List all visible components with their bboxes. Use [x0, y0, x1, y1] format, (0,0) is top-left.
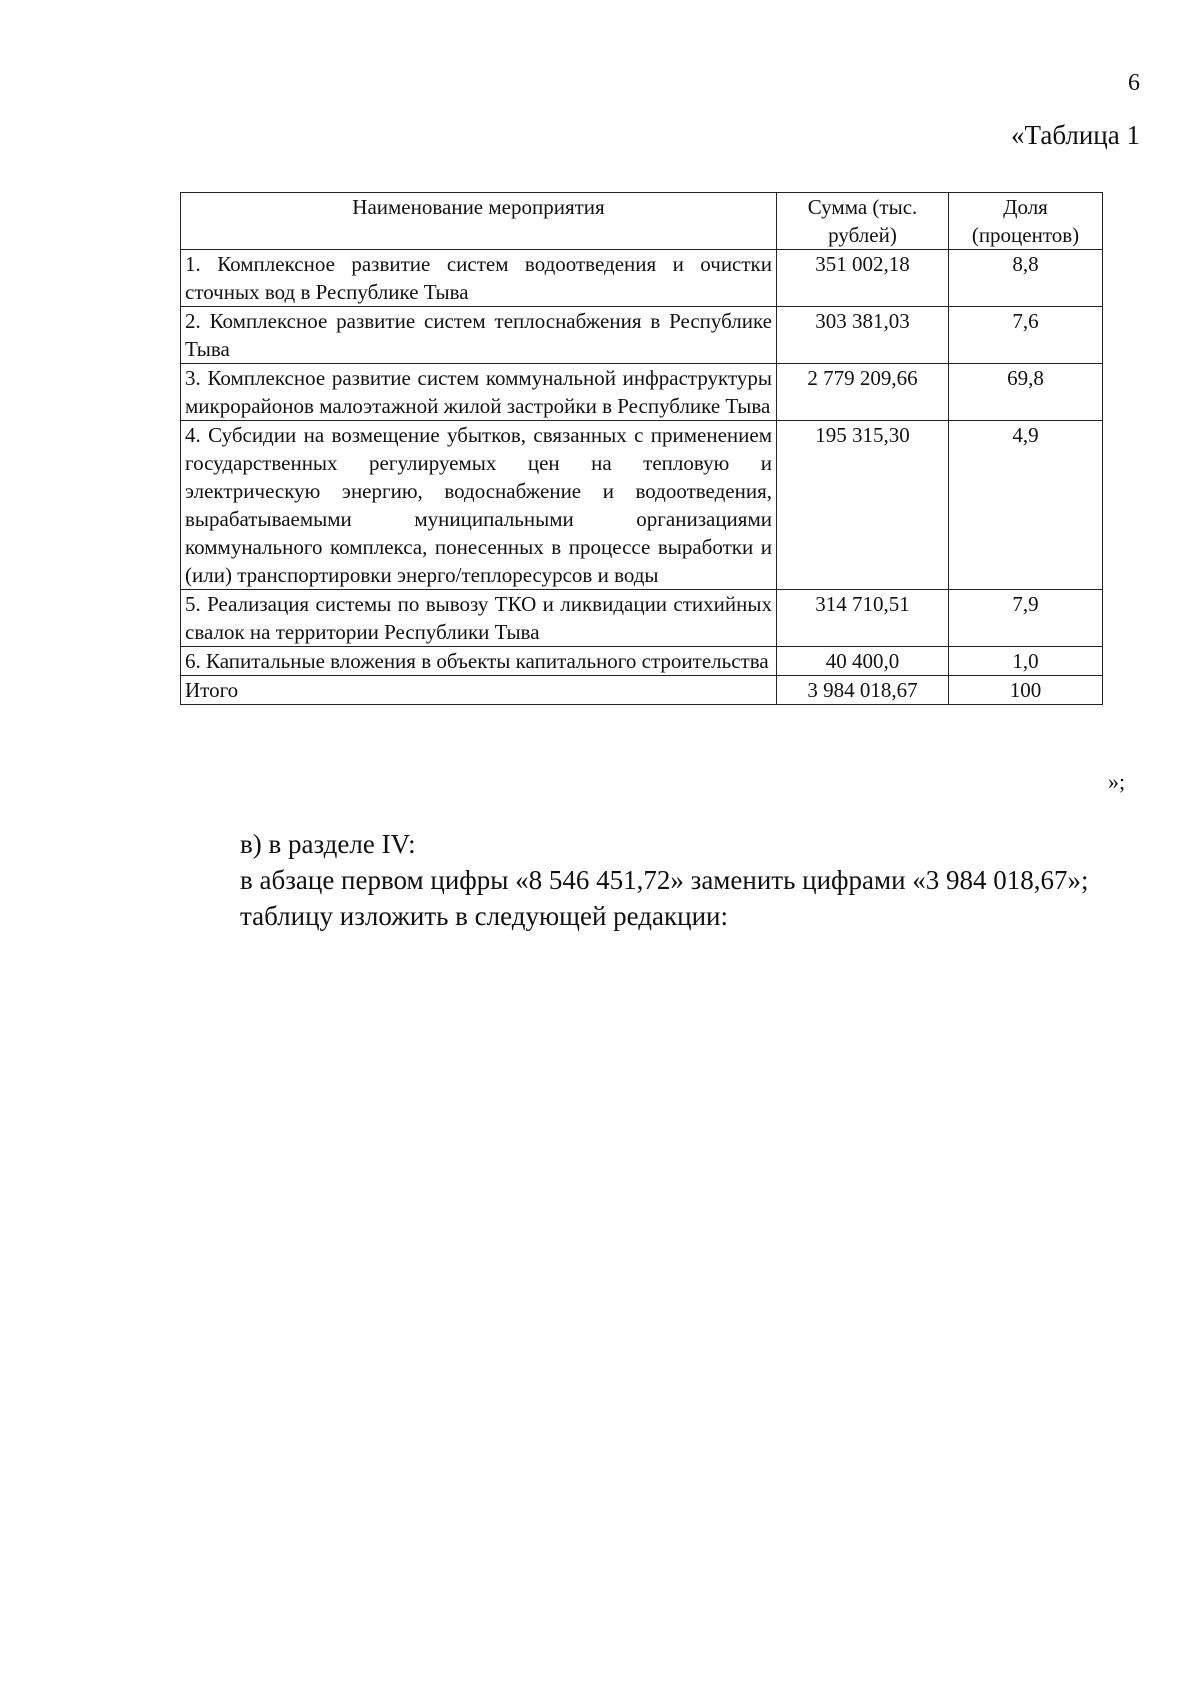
row-name: 1. Комплексное развитие систем водоотведения и очистки сточных вод в Республике Тыва	[181, 250, 777, 307]
total-sum: 3 984 018,67	[777, 676, 949, 705]
row-share: 7,9	[949, 590, 1103, 647]
table-header-row	[181, 193, 1103, 250]
table-row	[181, 421, 1103, 590]
row-sum: 195 315,30	[777, 421, 949, 590]
table-row	[181, 250, 1103, 307]
row-share: 4,9	[949, 421, 1103, 590]
page-number: 6	[1128, 70, 1140, 96]
amendment-line-figures: в абзаце первом цифры «8 546 451,72» заменить цифрами «3 984 018,67»;	[240, 865, 1089, 895]
amendment-line-table: таблицу изложить в следующей редакции:	[240, 901, 728, 931]
closing-quote-mark: »;	[1108, 769, 1126, 794]
header-share: Доля (процентов)	[949, 193, 1103, 250]
budget-table	[180, 192, 1103, 705]
table-row	[181, 590, 1103, 647]
table-total-row	[181, 676, 1103, 705]
budget-table-container	[180, 192, 1103, 705]
table-caption: «Таблица 1	[1011, 120, 1140, 150]
row-share: 8,8	[949, 250, 1103, 307]
row-sum: 351 002,18	[777, 250, 949, 307]
row-name: 6. Капитальные вложения в объекты капитального строительства	[181, 647, 777, 676]
header-name: Наименование мероприятия	[181, 193, 777, 250]
row-sum: 2 779 209,66	[777, 364, 949, 421]
amendment-text	[240, 826, 1140, 934]
row-share: 1,0	[949, 647, 1103, 676]
row-sum: 40 400,0	[777, 647, 949, 676]
row-share: 7,6	[949, 307, 1103, 364]
row-sum: 314 710,51	[777, 590, 949, 647]
table-row	[181, 307, 1103, 364]
row-share: 69,8	[949, 364, 1103, 421]
row-name: 4. Субсидии на возмещение убытков, связанных с применением государственных регулируемых цен на тепловую и электрическую энергию, водоснабжение и водоотведения, вырабатываемыми муниципальными организациями коммунального комплекса, понесенных в процессе выработки и (или) транспортировки энерго/теплоресурсов и воды	[181, 421, 777, 590]
row-name: 5. Реализация системы по вывозу ТКО и ликвидации стихийных свалок на территории Республики Тыва	[181, 590, 777, 647]
row-sum: 303 381,03	[777, 307, 949, 364]
total-name: Итого	[181, 676, 777, 705]
row-name: 2. Комплексное развитие систем теплоснабжения в Республике Тыва	[181, 307, 777, 364]
row-name: 3. Комплексное развитие систем коммунальной инфраструктуры микрорайонов малоэтажной жилой застройки в Республике Тыва	[181, 364, 777, 421]
table-row	[181, 647, 1103, 676]
total-share: 100	[949, 676, 1103, 705]
amendment-line-section: в) в разделе IV:	[240, 829, 416, 859]
header-sum: Сумма (тыс. рублей)	[777, 193, 949, 250]
table-row	[181, 364, 1103, 421]
